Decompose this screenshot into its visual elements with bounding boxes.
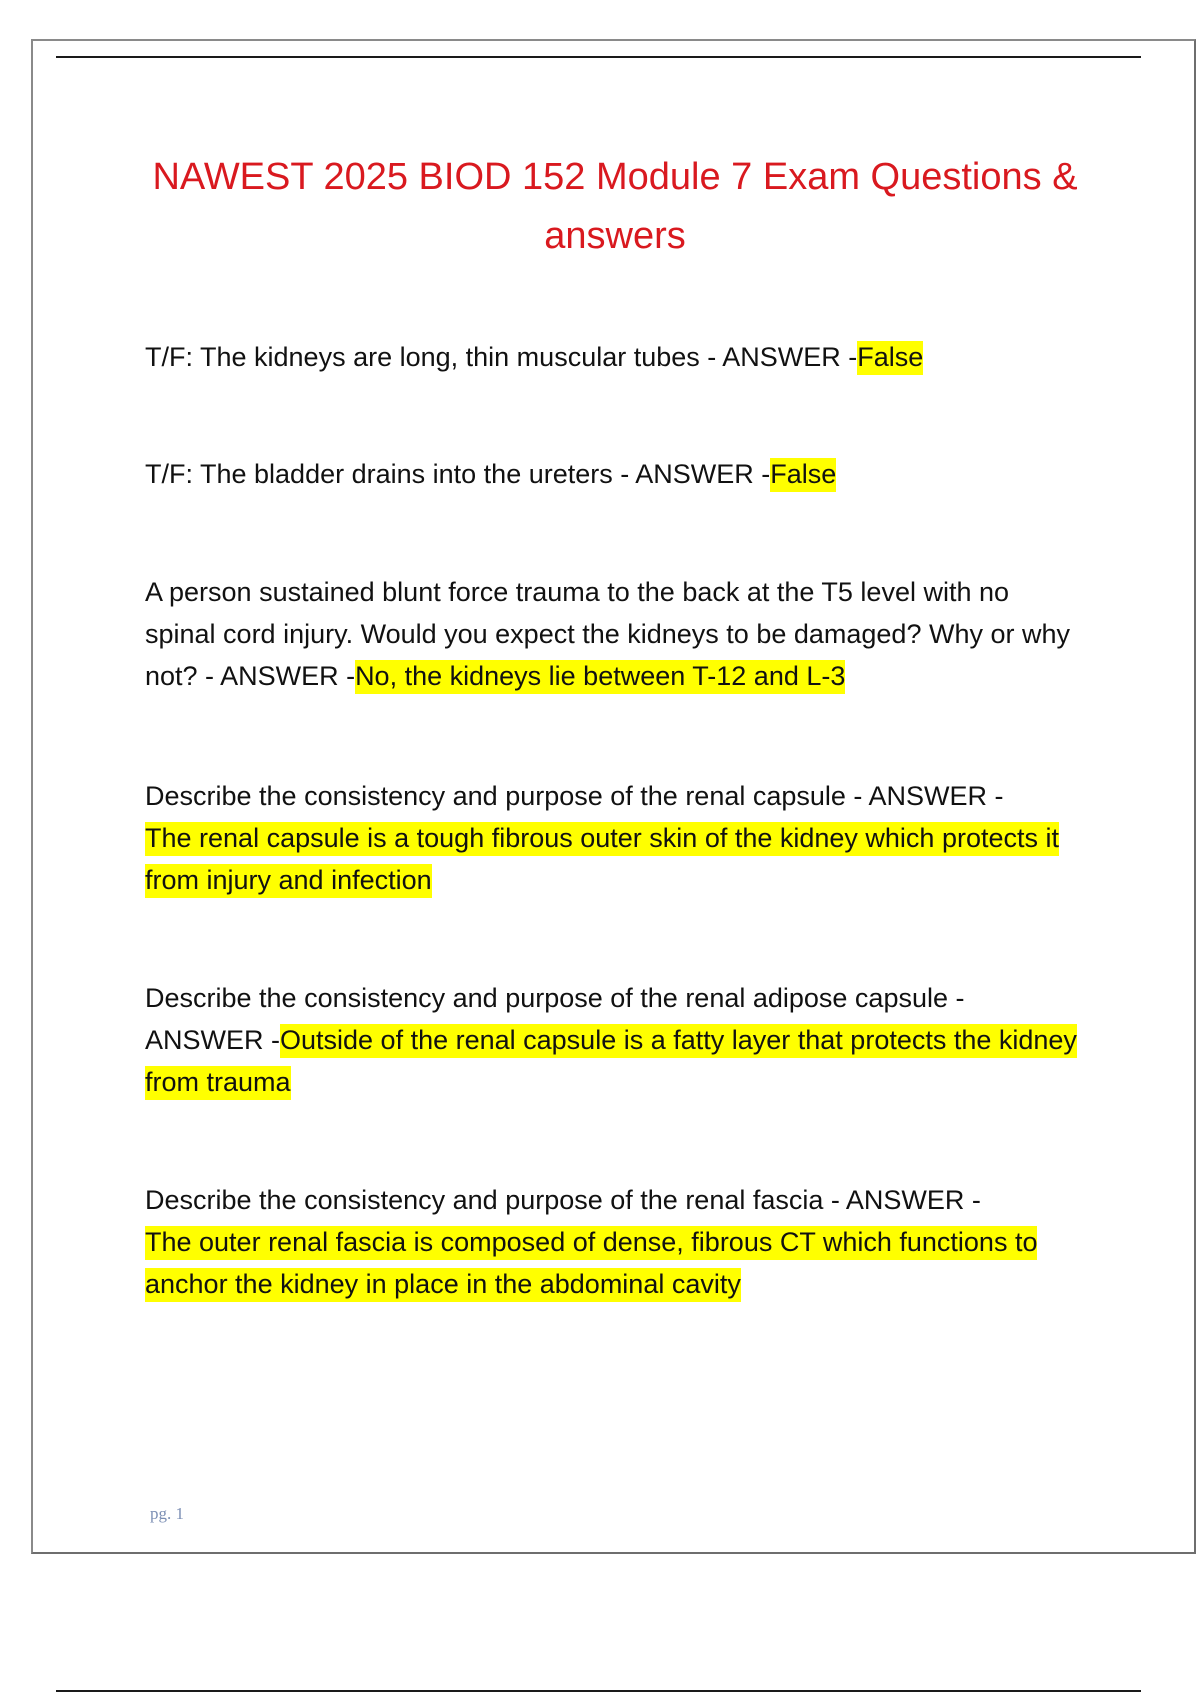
question-text: Describe the consistency and purpose of the renal capsule - <box>145 781 869 811</box>
question-text: Describe the consistency and purpose of the renal adipose capsule - <box>145 983 965 1013</box>
qa-item-5 <box>145 977 1085 1103</box>
qa-item-2 <box>145 453 1085 495</box>
answer-label: ANSWER - <box>145 1025 280 1055</box>
qa-item-4 <box>145 775 1085 901</box>
top-rule <box>56 56 1141 58</box>
answer-highlight: False <box>770 458 836 492</box>
answer-label: ANSWER - <box>220 661 356 691</box>
answer-highlight: The renal capsule is a tough fibrous outer skin of the kidney which protects it from injury and infection <box>145 822 1059 898</box>
qa-item-6 <box>145 1179 1085 1305</box>
answer-highlight: No, the kidneys lie between T-12 and L-3 <box>355 660 845 694</box>
answer-label: ANSWER - <box>722 342 858 372</box>
answer-label: ANSWER - <box>868 781 1004 811</box>
answer-highlight: Outside of the renal capsule is a fatty layer that protects the kidney from trauma <box>145 1024 1077 1100</box>
answer-label: ANSWER - <box>635 459 771 489</box>
question-text: Describe the consistency and purpose of the renal fascia - <box>145 1185 846 1215</box>
document-title: NAWEST 2025 BIOD 152 Module 7 Exam Questions & answers <box>152 156 1078 257</box>
page-number: pg. 1 <box>150 1504 184 1523</box>
bottom-rule <box>56 1690 1141 1692</box>
question-text: T/F: The kidneys are long, thin muscular tubes - <box>145 342 723 372</box>
qa-item-3 <box>145 571 1085 697</box>
answer-highlight: The outer renal fascia is composed of dense, fibrous CT which functions to anchor the kidney in place in the abdominal cavity <box>145 1226 1037 1302</box>
question-text: T/F: The bladder drains into the ureters - <box>145 459 636 489</box>
answer-label: ANSWER - <box>845 1185 981 1215</box>
answer-highlight: False <box>857 341 923 375</box>
question-text: A person sustained blunt force trauma to the back at the T5 level with no spinal cord injury. Would you expect the kidneys to be damaged? Why or why not? - <box>145 577 1070 691</box>
qa-item-1 <box>145 336 1085 378</box>
